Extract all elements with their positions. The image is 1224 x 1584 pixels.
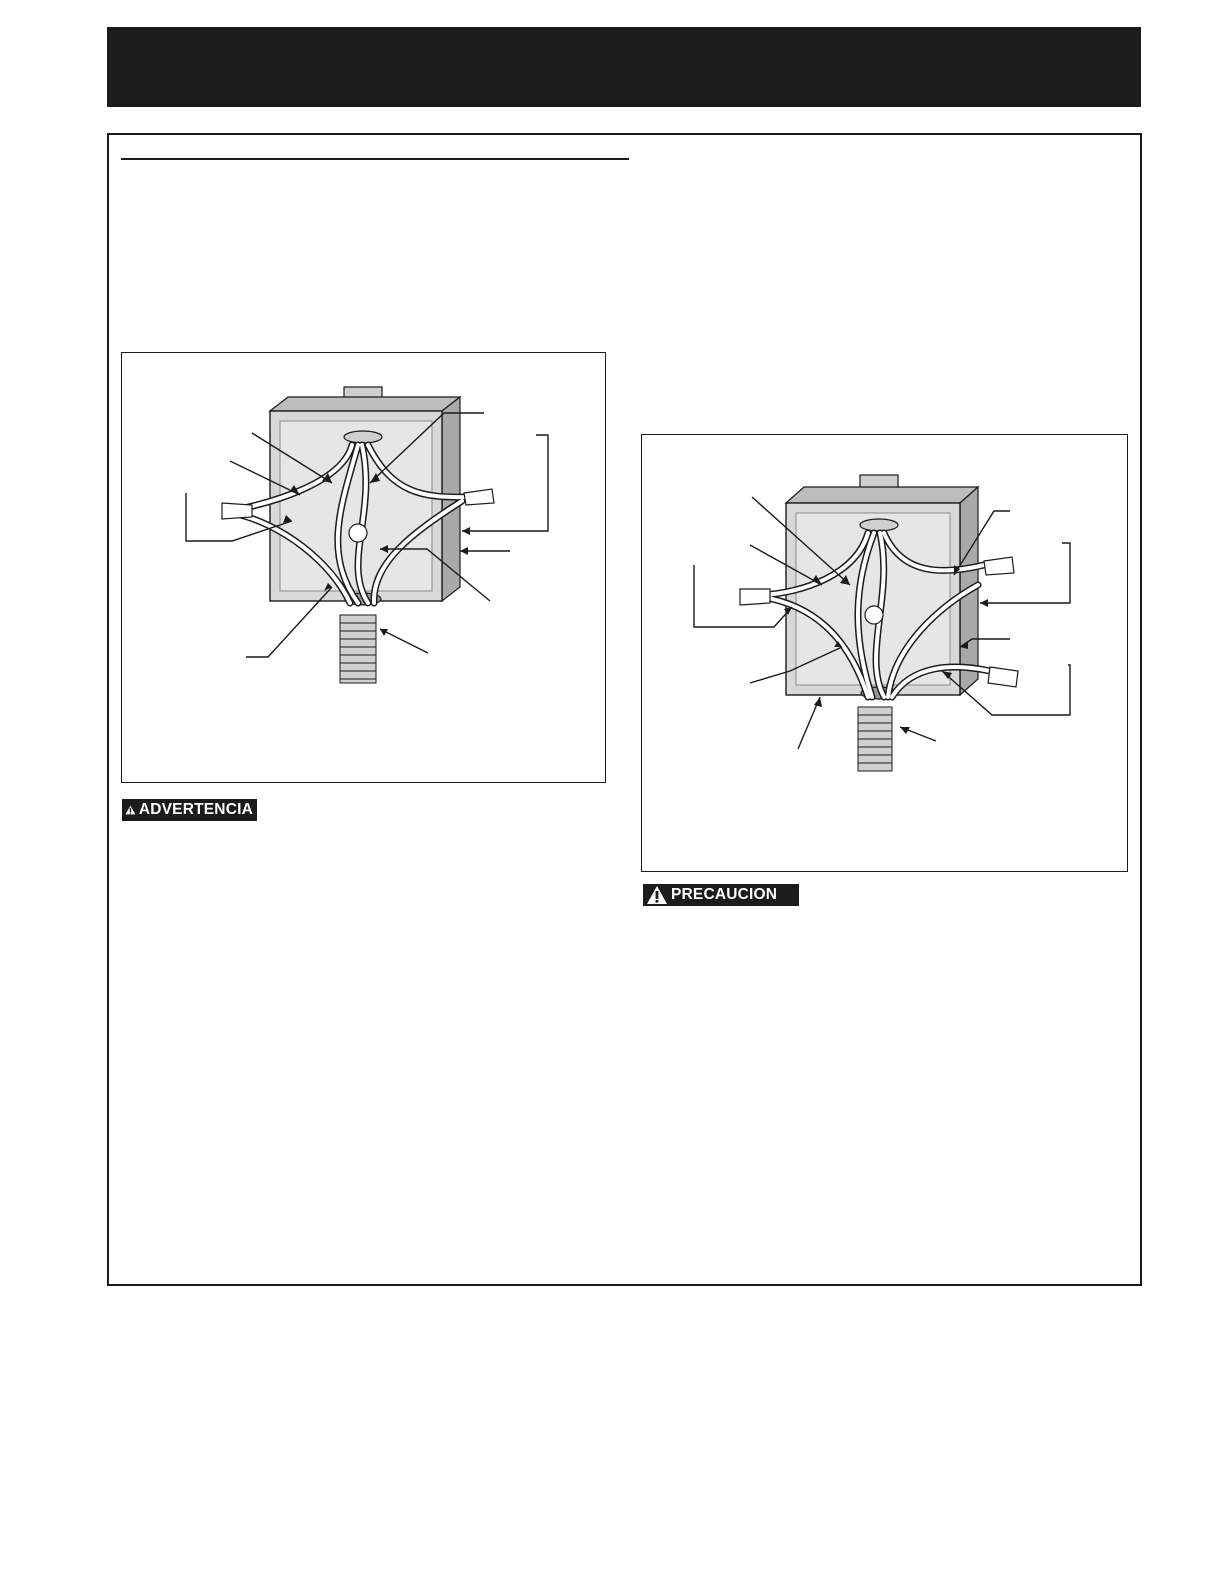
warning-triangle-icon (125, 800, 136, 820)
warning-triangle-icon (646, 885, 668, 905)
junction-box-figure-2 (641, 434, 1128, 872)
section-divider (121, 158, 629, 160)
junction-box-figure-1 (121, 352, 606, 783)
header-bar (107, 27, 1141, 107)
warning-label: ADVERTENCIA (138, 801, 253, 818)
warning-badge (122, 799, 257, 821)
junction-box-diagram-2 (642, 435, 1129, 873)
caution-badge (643, 884, 799, 906)
caution-label: PRECAUCION (671, 886, 778, 903)
junction-box-diagram-1 (122, 353, 607, 784)
